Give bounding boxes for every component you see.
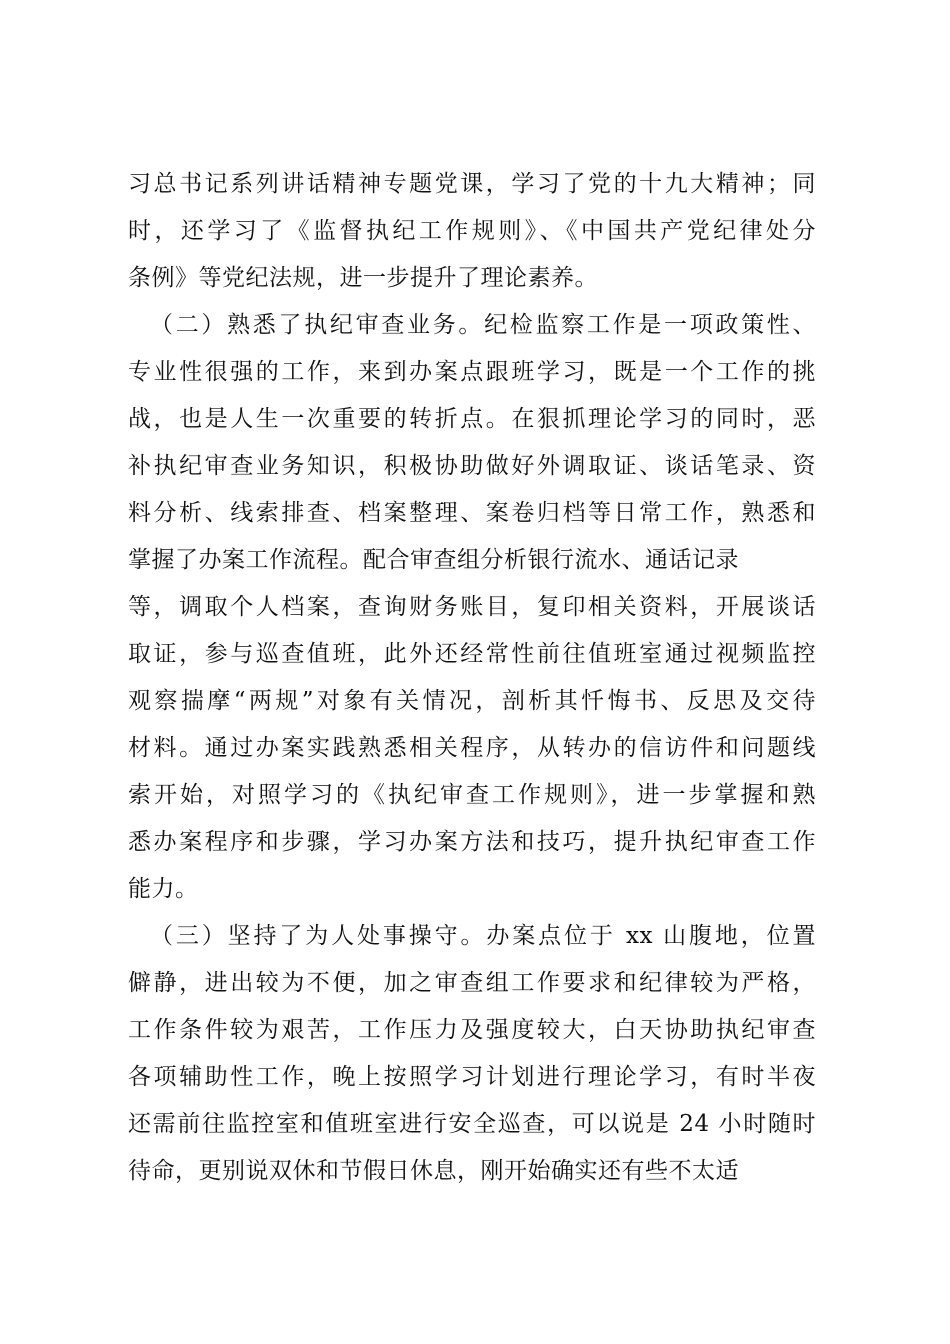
text-line: 悉办案程序和步骤，学习办案方法和技巧，提升执纪审查工作 <box>128 829 816 855</box>
text-line: 僻静，进出较为不便，加之审查组工作要求和纪律较为严格， <box>128 970 816 996</box>
text-line: （二）熟悉了执纪审查业务。纪检监察工作是一项政策性、 <box>150 312 816 338</box>
paragraph <box>128 161 816 302</box>
text-line: （三）坚持了为人处事操守。办案点位于 xx 山腹地，位置 <box>150 923 816 949</box>
paragraph <box>128 913 816 1195</box>
text-line: 能力。 <box>128 876 199 902</box>
text-line: 条例》等党纪法规，进一步提升了理论素养。 <box>128 265 598 291</box>
text-line: 索开始，对照学习的《执纪审查工作规则》，进一步掌握和熟 <box>128 782 816 808</box>
text-line: 时，还学习了《监督执纪工作规则》、《中国共产党纪律处分 <box>128 218 816 244</box>
text-line: 掌握了办案工作流程。配合审查组分析银行流水、通话记录 <box>128 547 739 573</box>
text-line: 补执纪审查业务知识，积极协助做好外调取证、谈话笔录、资 <box>128 453 816 479</box>
text-line: 取证，参与巡查值班，此外还经常性前往值班室通过视频监控 <box>128 641 816 667</box>
text-line: 战，也是人生一次重要的转折点。在狠抓理论学习的同时，恶 <box>128 406 816 432</box>
paragraph <box>128 302 816 913</box>
text-line: 等，调取个人档案，查询财务账目，复印相关资料，开展谈话 <box>128 594 816 620</box>
text-line: 习总书记系列讲话精神专题党课，学习了党的十九大精神；同 <box>128 171 816 197</box>
text-line: 观察揣摩“两规”对象有关情况，剖析其忏悔书、反思及交待 <box>128 688 816 714</box>
text-line: 材料。通过办案实践熟悉相关程序，从转办的信访件和问题线 <box>128 735 816 761</box>
text-line: 待命，更别说双休和节假日休息，刚开始确实还有些不太适 <box>128 1158 739 1184</box>
text-line: 专业性很强的工作，来到办案点跟班学习，既是一个工作的挑 <box>128 359 816 385</box>
document-body <box>128 161 816 1195</box>
text-line: 料分析、线索排查、档案整理、案卷归档等日常工作，熟悉和 <box>128 500 816 526</box>
text-line: 各项辅助性工作，晚上按照学习计划进行理论学习，有时半夜 <box>128 1064 816 1090</box>
text-line: 还需前往监控室和值班室进行安全巡查，可以说是 24 小时随时 <box>128 1111 816 1137</box>
text-line: 工作条件较为艰苦，工作压力及强度较大，白天协助执纪审查 <box>128 1017 816 1043</box>
